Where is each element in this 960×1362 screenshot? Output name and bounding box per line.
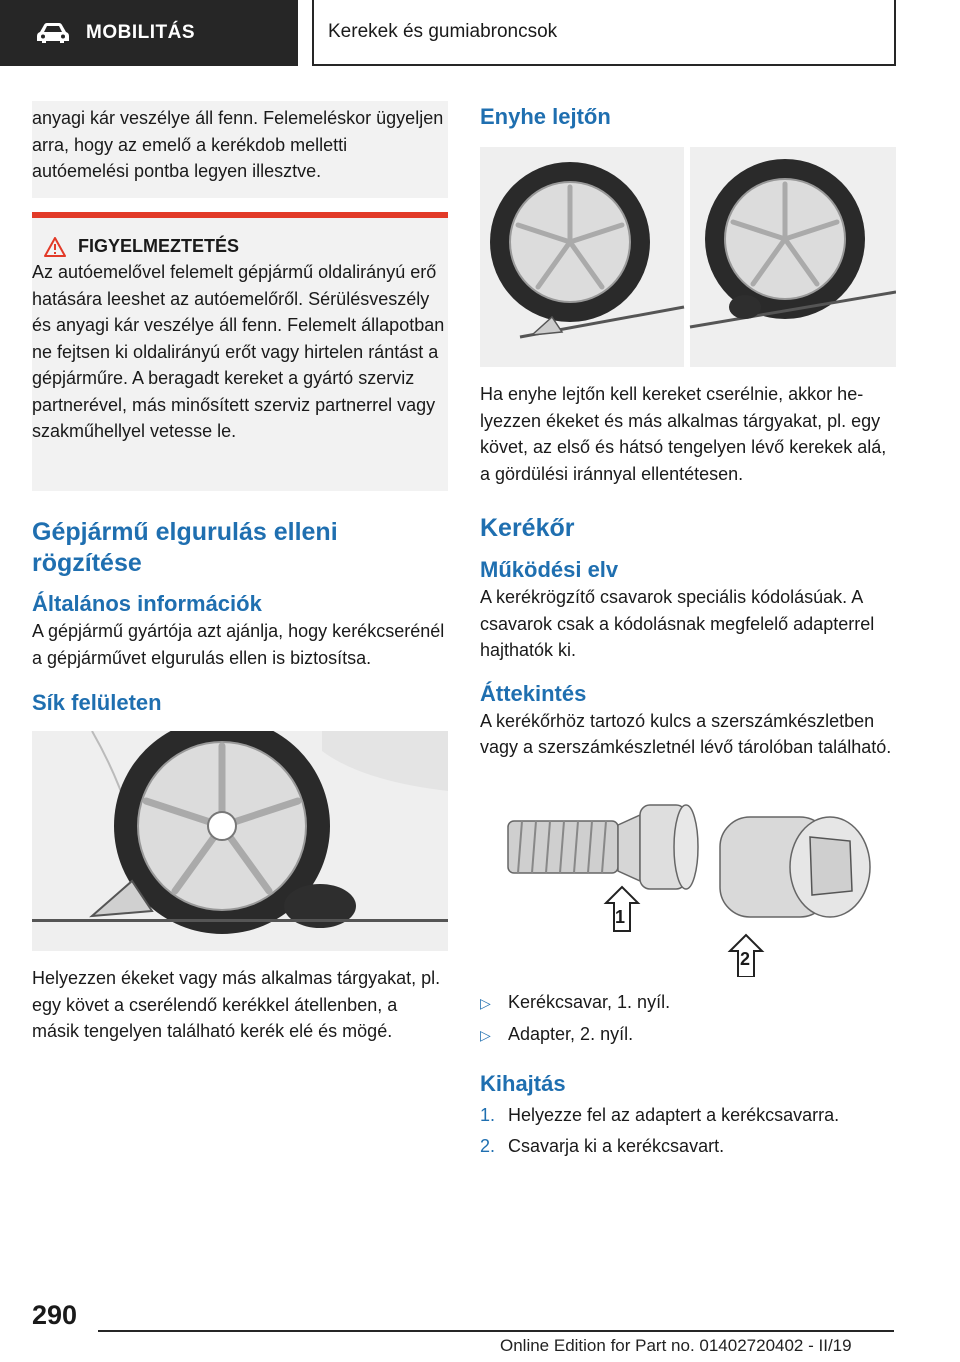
page-number: 290 [32,1300,78,1330]
right-column [480,101,896,1164]
slope-illustration [480,147,896,367]
triangle-bullet-icon: ▷ [480,994,491,1011]
wheel-bolt-adapter-illustration [480,791,896,977]
left-column [32,101,448,1045]
warning-box [32,212,448,491]
wheel-on-flat-illustration [32,731,448,951]
list-item: 2. Csavarja ki a kerékcsavart. [480,1135,725,1156]
triangle-bullet-icon: ▷ [480,1026,491,1043]
warning-triangle-icon [44,237,66,257]
slope-text: Ha enyhe lejtőn kell kereket cserélnie, akkor helyezzen ékeket és más alkalmas tárgyakat, pl. egy követ, az első és hátsó tengelyen lévő kerekek alá, a gördülési iránnyal ellentétesen. [480,384,887,484]
footer-divider [98,1330,894,1332]
flat-surface-illustration [32,731,448,951]
callout-2: 2 [740,948,751,969]
flat-surface-text: Helyezzen ékeket vagy más alkalmas tárgyakat, pl. egy követ a cserélendő kerékkel átellenben, a másik tengelyen található kerék elé és mögé. [32,968,441,1041]
heading-flat-surface: Sík felületen [32,690,162,715]
edition-note: Online Edition for Part no. 01402720402 - II/19 [500,1336,852,1355]
heading-wheel-lock: Kerékőr [480,514,575,542]
heading-unscrew: Kihajtás [480,1070,566,1096]
continued-text: anyagi kár veszélye áll fenn. Felemeléskor ügyeljen arra, hogy az emelő a kerékdob melletti autóemelési pontba legyen illesztve. [32,108,444,181]
heading-principle: Működési elv [480,557,619,582]
overview-text: A kerékőrhöz tartozó kulcs a szerszámkészletben vagy a szerszámkészletnél lévő tárolóban található. [480,710,892,757]
list-item: 1. Helyezze fel az adaptert a kerékcsavarra. [480,1104,840,1125]
heading-rolling-prevention: Gépjármű elgurulás elleni rögzítése [32,518,338,577]
header-section-tab [0,0,298,66]
chapter-title: Kerekek és gumiabroncsok [312,0,896,66]
section-title: MOBILITÁS [86,22,195,43]
general-info-text: A gépjármű gyártója azt ajánlja, hogy kerékcserénél a gépjárművet elgurulás ellen is biztosítsa. [32,621,445,668]
warning-header [32,236,448,257]
bolt-and-adapter-drawing [480,791,896,977]
list-item: ▷ Kerékcsavar, 1. nyíl. [480,989,896,1016]
continued-note [32,101,448,198]
overview-list [480,989,896,1048]
warning-title: FIGYELMEZTETÉS [78,236,240,256]
heading-slight-slope: Enyhe lejtőn [480,104,611,129]
callout-1: 1 [615,906,626,927]
wheels-on-slope-illustration [480,147,896,367]
list-item: ▷ Adapter, 2. nyíl. [480,1021,896,1048]
principle-text: A kerékrögzítő csavarok speciális kódolásúak. A csavarok csak a kódolásnak megfelelő adapterrel hajthatók ki. [480,587,875,660]
unscrew-steps [480,1102,896,1159]
car-icon [36,22,70,44]
warning-text: Az autóemelővel felemelt gépjármű oldalirányú erő hatására leeshet az autóemelőről. Sérülésveszély és anyagi kár veszélye áll fenn. Felemelt állapotban ne fejtsen ki oldalirányú erőt vagy hirtelen rántást a gépjárműre. A beragadt kereket a gyártó szerviz partnerével, más minősített szerviz partnerrel vagy szakműhellyel vetesse le. [32,262,445,441]
heading-general-info: Általános információk [32,591,262,616]
heading-overview: Áttekintés [480,680,587,706]
